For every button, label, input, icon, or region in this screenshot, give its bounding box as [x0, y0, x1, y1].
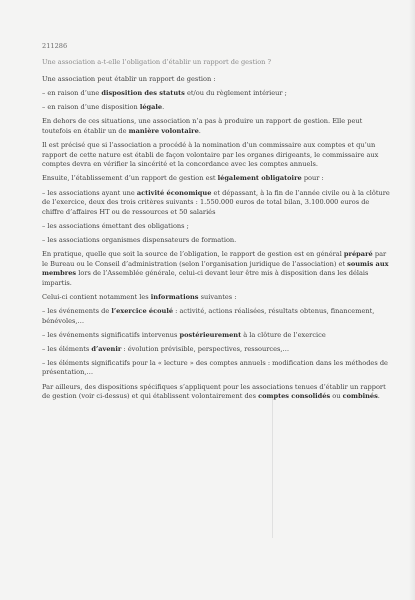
list-item-avenir: – les éléments d’avenir : évolution prévisible, perspectives, ressources,… [42, 344, 290, 353]
paragraph-volontaire: En dehors de ces situations, une association n’a pas à produire un rapport de gestion. Elle peut toutefois en établir un de manière volontaire. [42, 117, 363, 136]
page-edge-shadow [409, 0, 415, 600]
paragraph-informations: Celui-ci contient notamment les informations suivantes : [42, 292, 237, 301]
page-crease [272, 398, 273, 538]
list-item-posterieur: – les événements significatifs intervenus postérieurement à la clôture de l’exercice [42, 330, 326, 339]
list-item-formation: – les associations organismes dispensateurs de formation. [42, 235, 237, 244]
document-reference: 211286 [42, 42, 68, 50]
list-item-statuts: – en raison d’une disposition des statuts et/ou du règlement intérieur ; [42, 89, 287, 98]
document-body [42, 42, 390, 406]
list-item-economique: – les associations ayant une activité économique et dépassant, à la fin de l’année civile ou à la clôture de l’exercice, deux des trois critères suivants : 1.550.000 euros de total bilan, 3.100.000 euros de chiffre d’affaires HT ou de ressources et 50 salariés [42, 188, 390, 216]
list-item-legale: – en raison d’une disposition légale. [42, 103, 165, 112]
document-title: Une association a-t-elle l’obligation d’établir un rapport de gestion ? [42, 57, 272, 66]
paragraph-pratique: En pratique, quelle que soit la source de l’obligation, le rapport de gestion est en général préparé par le Bureau ou le Conseil d’administration (selon l’organisation juridique de l’association) et soumis aux membres lors de l’Assemblée générale, celui-ci devant leur être mis à disposition dans les délais impartis. [42, 250, 389, 287]
list-item-exercice: – les événements de l’exercice écoulé : activité, actions réalisées, résultats obtenus, financement, bénévoles,… [42, 306, 375, 325]
paragraph-obligation: Ensuite, l’établissement d’un rapport de gestion est légalement obligatoire pour : [42, 174, 324, 183]
list-item-obligations: – les associations émettant des obligations ; [42, 221, 189, 230]
paragraph-commissaire: Il est précisé que si l’association a procédé à la nomination d’un commissaire aux comptes et qu’un rapport de cette nature est établi de façon volontaire par les organes dirigeants, le commissaire aux comptes devra en vérifier la sincérité et la concordance avec les comptes annuels. [42, 141, 379, 169]
paragraph-consolides: Par ailleurs, des dispositions spécifiques s’appliquent pour les associations tenues d’établir un rapport de gestion (voir ci-dessus) et qui établissent volontairement des comptes consolidés ou combinés. [42, 382, 386, 401]
list-item-lecture: – les éléments significatifs pour la « lecture » des comptes annuels : modification dans les méthodes de présentation,… [42, 358, 388, 377]
paragraph-intro: Une association peut établir un rapport de gestion : [42, 75, 216, 84]
